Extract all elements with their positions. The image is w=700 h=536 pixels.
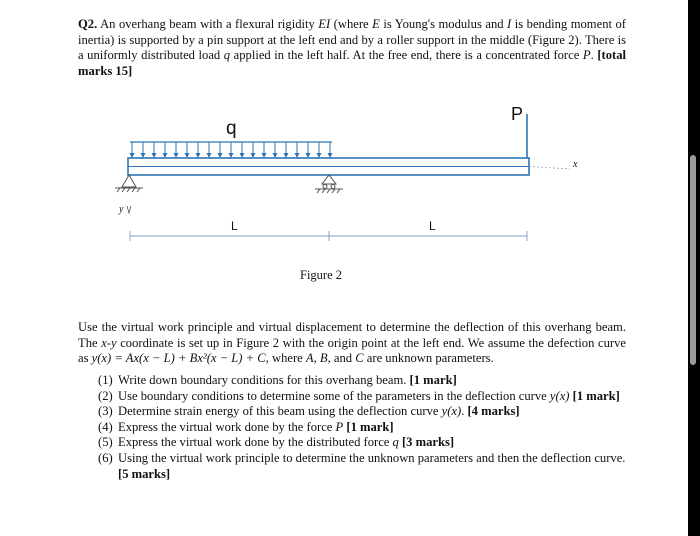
task-text: Write down boundary conditions for this overhang beam. bbox=[118, 373, 410, 387]
force-label-p: P bbox=[511, 104, 524, 124]
question-text: An overhang beam with a flexural rigidity bbox=[100, 17, 319, 31]
beam bbox=[128, 158, 529, 175]
task-var: y(x) bbox=[441, 404, 462, 419]
x-axis-label: x bbox=[573, 159, 578, 170]
task-text: Express the virtual work done by the distributed force bbox=[118, 435, 393, 450]
task-marks: [1 mark] bbox=[409, 373, 457, 387]
y-axis-label: y bbox=[119, 204, 124, 215]
beam-figure bbox=[100, 100, 590, 290]
question-number: Q2. bbox=[78, 17, 98, 31]
method-text: , bbox=[313, 351, 320, 366]
task-number: (2) bbox=[98, 388, 113, 403]
span-right-label: L bbox=[429, 219, 436, 233]
dimension-lines bbox=[130, 231, 527, 241]
task-list bbox=[98, 373, 626, 482]
task-item bbox=[98, 404, 626, 420]
var-b: B bbox=[319, 351, 328, 366]
task-marks: [4 marks] bbox=[467, 404, 520, 419]
deflection-formula: y(x) = Ax(x − L) + Bx²(x − L) + C bbox=[91, 351, 266, 366]
task-var: y(x) bbox=[549, 388, 570, 403]
var-p: P bbox=[582, 48, 591, 63]
question-text: applied in the left half. At the free end, there is a concentrated force bbox=[230, 48, 583, 63]
task-var: q bbox=[392, 435, 399, 450]
task-number: (6) bbox=[98, 450, 113, 465]
task-var: P bbox=[335, 419, 344, 434]
total-marks: [total marks 15] bbox=[78, 48, 626, 78]
method-text: , and bbox=[327, 351, 356, 366]
var-a: A bbox=[305, 351, 314, 366]
scrollbar-thumb[interactable] bbox=[690, 155, 696, 365]
var-e: E bbox=[372, 17, 380, 31]
task-item bbox=[98, 451, 626, 482]
var-xy: x-y bbox=[101, 335, 117, 350]
task-number: (1) bbox=[98, 373, 113, 387]
task-text: Express the virtual work done by the force bbox=[118, 419, 336, 434]
task-marks: [1 mark] bbox=[343, 419, 394, 434]
roller-support bbox=[315, 175, 343, 193]
task-marks: [3 marks] bbox=[398, 435, 455, 450]
task-marks: [1 mark] bbox=[569, 388, 620, 403]
x-axis-line bbox=[529, 167, 570, 170]
task-text: . bbox=[461, 404, 468, 419]
question-text: (where bbox=[330, 17, 373, 31]
task-text: Use boundary conditions to determine some of the parameters in the deflection curve bbox=[118, 388, 550, 403]
var-i: I bbox=[507, 17, 512, 31]
task-item bbox=[98, 435, 626, 451]
pin-support bbox=[115, 175, 143, 192]
method-text: are unknown parameters. bbox=[363, 351, 494, 366]
task-item bbox=[98, 373, 626, 389]
task-text: Using the virtual work principle to determine the unknown parameters and then the deflection curve. bbox=[118, 450, 626, 465]
task-number: (5) bbox=[98, 435, 113, 450]
question-text: is bending moment of inertia) is supported by a pin support at the left end and by a roller support in the middle (Figure 2). There is a uniformly distributed load bbox=[78, 17, 626, 63]
distributed-load bbox=[130, 142, 333, 158]
method-text: coordinate is set up in Figure 2 with the origin point at the left end. We assume the defection curve as bbox=[78, 335, 626, 366]
figure-caption: Figure 2 bbox=[300, 268, 343, 282]
load-label-q: q bbox=[226, 118, 237, 139]
method-text: , where bbox=[265, 351, 306, 366]
span-left-label: L bbox=[231, 219, 238, 233]
question-text: . bbox=[590, 48, 598, 63]
method-paragraph bbox=[78, 320, 626, 367]
var-c: C bbox=[355, 351, 364, 366]
var-ei: EI bbox=[318, 17, 331, 31]
task-marks: [5 marks] bbox=[118, 466, 171, 481]
task-number: (4) bbox=[98, 419, 113, 434]
method-text: Use the virtual work principle and virtual displacement to determine the deflection of this overhang beam. The bbox=[78, 320, 626, 350]
var-q: q bbox=[223, 48, 231, 63]
task-number: (3) bbox=[98, 404, 113, 419]
y-axis-arrow bbox=[127, 206, 131, 213]
task-item bbox=[98, 420, 626, 436]
question-statement bbox=[78, 17, 626, 79]
beam-diagram bbox=[100, 100, 590, 270]
task-item bbox=[98, 389, 626, 405]
question-text: is Young's modulus and bbox=[379, 17, 508, 31]
task-text: Determine strain energy of this beam using the deflection curve bbox=[118, 404, 442, 419]
